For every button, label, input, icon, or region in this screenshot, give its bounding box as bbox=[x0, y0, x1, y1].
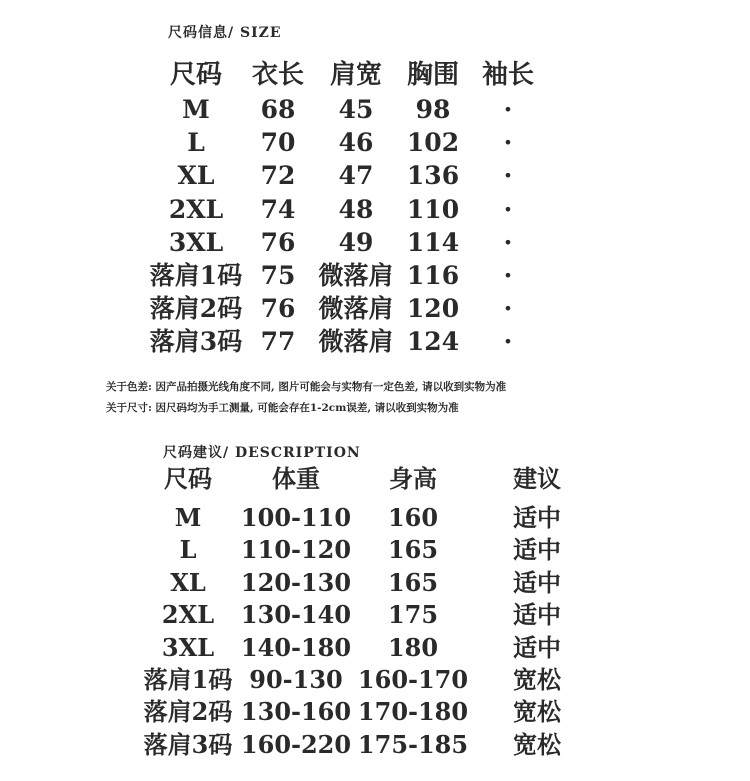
size-table-cell: · bbox=[503, 294, 513, 324]
recommend-table-cell: 175 bbox=[387, 600, 439, 630]
size-table-cell: 70 bbox=[260, 128, 296, 158]
recommend-table-cell: 适中 bbox=[513, 567, 561, 597]
size-table-cell: · bbox=[503, 261, 513, 290]
size-header-cell: 胸围 bbox=[406, 60, 460, 90]
size-table-cell: · bbox=[503, 327, 513, 357]
recommend-table-cell: 90-130 bbox=[249, 665, 343, 694]
recommend-table-cell: 适中 bbox=[513, 632, 561, 662]
recommend-table-cell: 适中 bbox=[513, 600, 561, 630]
size-table-cell: 75 bbox=[260, 261, 296, 290]
size-table-cell: 落肩3码 bbox=[149, 327, 243, 357]
recommend-table-cell: 适中 bbox=[513, 535, 561, 565]
color-difference-note: 关于色差: 因产品拍摄光线角度不同, 图片可能会与实物有一定色差, 请以收到实物为准 bbox=[106, 381, 507, 393]
size-table-cell: 微落肩 bbox=[318, 294, 394, 324]
size-section-title: 尺码信息/ SIZE bbox=[168, 25, 282, 41]
recommend-table-cell: 160 bbox=[387, 503, 439, 532]
size-table-cell: 124 bbox=[406, 327, 460, 357]
recommend-table-cell: 宽松 bbox=[513, 697, 561, 727]
size-table-cell: 72 bbox=[260, 161, 296, 191]
size-table-cell: 落肩1码 bbox=[149, 261, 243, 290]
size-header-cell: 肩宽 bbox=[329, 60, 383, 90]
size-table-cell: 微落肩 bbox=[318, 261, 394, 290]
recommend-table-cell: L bbox=[179, 535, 197, 565]
recommend-table-cell: 170-180 bbox=[357, 697, 469, 727]
size-table-cell: 47 bbox=[338, 161, 374, 191]
recommend-table-cell: 130-160 bbox=[240, 697, 352, 727]
size-table-cell: 76 bbox=[260, 227, 296, 257]
size-table-cell: 98 bbox=[415, 95, 451, 124]
recommend-table-cell: 落肩2码 bbox=[143, 697, 233, 727]
size-table-cell: 3XL bbox=[168, 227, 224, 257]
recommend-table-cell: XL bbox=[170, 567, 206, 597]
recommend-table-cell: 160-170 bbox=[357, 665, 469, 694]
recommend-table-cell: 165 bbox=[387, 535, 439, 565]
size-table-cell: · bbox=[503, 95, 513, 124]
recommend-table-cell: M bbox=[174, 503, 202, 532]
size-table-cell: 49 bbox=[338, 227, 374, 257]
recommend-table-cell: 落肩1码 bbox=[143, 665, 233, 694]
size-table-cell: · bbox=[503, 128, 513, 158]
recommend-table-cell: 140-180 bbox=[240, 632, 352, 662]
size-table-cell: 48 bbox=[338, 194, 374, 224]
size-table-cell: 68 bbox=[260, 95, 296, 124]
recommend-table-cell: 175-185 bbox=[357, 729, 469, 759]
size-table-cell: 落肩2码 bbox=[149, 294, 243, 324]
size-table-cell: L bbox=[187, 128, 205, 158]
recommend-table-cell: 130-140 bbox=[240, 600, 352, 630]
size-table-cell: 74 bbox=[260, 194, 296, 224]
size-measurement-note: 关于尺寸: 因尺码均为手工测量, 可能会存在1-2cm误差, 请以收到实物为准 bbox=[106, 402, 459, 414]
size-header-cell: 袖长 bbox=[481, 60, 535, 90]
size-table-cell: 116 bbox=[406, 261, 460, 290]
size-table-cell: XL bbox=[177, 161, 215, 191]
recommend-table-cell: 3XL bbox=[161, 632, 215, 662]
recommend-header-cell: 建议 bbox=[513, 464, 561, 493]
size-table-cell: 77 bbox=[260, 327, 296, 357]
recommend-table-cell: 120-130 bbox=[240, 567, 352, 597]
size-table-cell: 46 bbox=[338, 128, 374, 158]
recommend-header-cell: 身高 bbox=[389, 464, 437, 493]
recommend-table-cell: 180 bbox=[387, 632, 439, 662]
size-table-cell: 76 bbox=[260, 294, 296, 324]
size-table-cell: M bbox=[182, 95, 210, 124]
size-table-cell: 102 bbox=[406, 128, 460, 158]
size-table-cell: 45 bbox=[338, 95, 374, 124]
size-table-cell: 120 bbox=[406, 294, 460, 324]
recommend-table-cell: 100-110 bbox=[240, 503, 352, 532]
recommend-table-cell: 2XL bbox=[161, 600, 215, 630]
size-table-cell: · bbox=[503, 227, 513, 257]
recommend-table-cell: 110-120 bbox=[240, 535, 352, 565]
size-table-cell: 136 bbox=[406, 161, 460, 191]
size-table-cell: 2XL bbox=[168, 194, 224, 224]
size-table-cell: 微落肩 bbox=[318, 327, 394, 357]
recommend-table-cell: 宽松 bbox=[513, 665, 561, 694]
recommend-table-cell: 适中 bbox=[513, 503, 561, 532]
recommend-table-cell: 160-220 bbox=[240, 729, 352, 759]
recommend-section-title: 尺码建议/ DESCRIPTION bbox=[163, 445, 361, 461]
recommend-header-cell: 体重 bbox=[272, 464, 320, 493]
size-header-cell: 尺码 bbox=[169, 60, 223, 90]
size-table-cell: 110 bbox=[406, 194, 460, 224]
size-table-cell: 114 bbox=[406, 227, 460, 257]
recommend-table-cell: 宽松 bbox=[513, 729, 561, 759]
size-header-cell: 衣长 bbox=[251, 60, 305, 90]
recommend-header-cell: 尺码 bbox=[164, 464, 212, 493]
size-table-cell: · bbox=[503, 194, 513, 224]
recommend-table-cell: 165 bbox=[387, 567, 439, 597]
recommend-table-cell: 落肩3码 bbox=[143, 729, 233, 759]
size-table-cell: · bbox=[503, 161, 513, 191]
